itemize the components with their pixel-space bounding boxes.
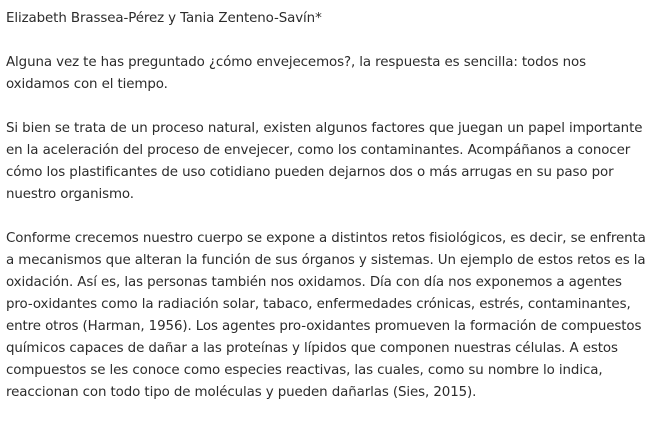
article-paragraph-oxidation: Conforme crecemos nuestro cuerpo se expone a distintos retos fisiológicos, es decir, se enfrenta a mecanismos que alteran la función de sus órganos y sistemas. Un ejemplo de estos retos es la oxidación. Así es, las personas también nos oxidamos. Día con día nos exponemos a agentes pro-oxidantes como la radiación solar, tabaco, enfermedades crónicas, estrés, contaminantes, entre otros (Harman, 1956). Los agentes pro-oxidantes promueven la formación de compuestos químicos capaces de dañar a las proteínas y lípidos que componen nuestras células. A estos compuestos se les conoce como especies reactivas, las cuales, como su nombre lo indica, reaccionan con todo tipo de moléculas y pueden dañarlas (Sies, 2015).: [6, 231, 646, 400]
article-authors: Elizabeth Brassea-Pérez y Tania Zenteno-Savín*: [6, 11, 322, 26]
article-paragraph-intro: Alguna vez te has preguntado ¿cómo envejecemos?, la respuesta es sencilla: todos nos oxidamos con el tiempo.: [6, 55, 587, 92]
article-paragraph-context: Si bien se trata de un proceso natural, existen algunos factores que juegan un papel importante en la aceleración del proceso de envejecer, como los contaminantes. Acompáñanos a conocer cómo los plastificantes de uso cotidiano pueden dejarnos dos o más arrugas en su paso por nuestro organismo.: [6, 121, 643, 202]
article-body: [6, 8, 646, 404]
